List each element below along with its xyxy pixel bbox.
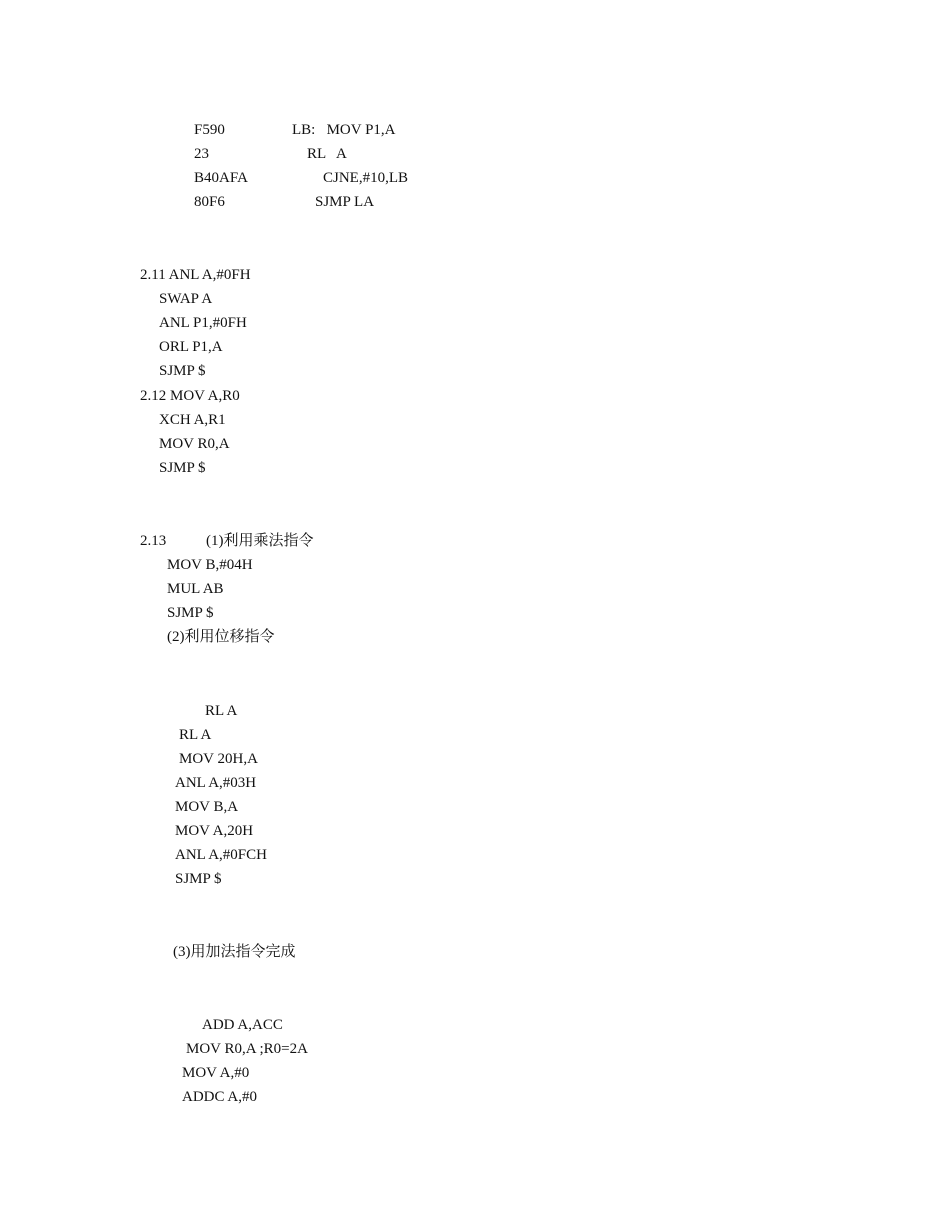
- code-line: RL A: [205, 703, 238, 719]
- code-line: SJMP $: [159, 363, 206, 379]
- section-2-13-number: 2.13: [140, 533, 167, 549]
- code-line: XCH A,R1: [159, 412, 226, 428]
- method-2-title: (2)利用位移指令: [167, 629, 275, 645]
- listing-code-4: SJMP LA: [315, 194, 375, 210]
- code-line: SJMP $: [159, 460, 206, 476]
- section-2-12-head: 2.12 MOV A,R0: [140, 388, 240, 404]
- code-line: MOV A,#0: [182, 1065, 250, 1081]
- code-line: SJMP $: [167, 605, 214, 621]
- code-line: ORL P1,A: [159, 339, 223, 355]
- code-line: MOV R0,A ;R0=2A: [186, 1041, 308, 1057]
- listing-addr-2: 23: [194, 146, 209, 162]
- code-line: ANL P1,#0FH: [159, 315, 247, 331]
- code-line: SWAP A: [159, 291, 213, 307]
- section-2-11-head: 2.11 ANL A,#0FH: [140, 267, 251, 283]
- code-line: MOV B,A: [175, 799, 239, 815]
- listing-code-1: LB: MOV P1,A: [292, 122, 396, 138]
- listing-code-3: CJNE,#10,LB: [323, 170, 409, 186]
- code-line: MOV 20H,A: [179, 751, 258, 767]
- code-line: ANL A,#03H: [175, 775, 257, 791]
- code-line: MOV R0,A: [159, 436, 230, 452]
- code-line: ADD A,ACC: [202, 1017, 283, 1033]
- code-line: RL A: [179, 727, 212, 743]
- code-line: MUL AB: [167, 581, 224, 597]
- method-1-title: (1)利用乘法指令: [206, 533, 314, 549]
- method-3-title: (3)用加法指令完成: [173, 944, 296, 960]
- listing-code-2: RL A: [307, 146, 347, 162]
- code-line: ANL A,#0FCH: [175, 847, 267, 863]
- listing-addr-4: 80F6: [194, 194, 225, 210]
- listing-addr-3: B40AFA: [194, 170, 248, 186]
- code-line: SJMP $: [175, 871, 222, 887]
- code-line: MOV A,20H: [175, 823, 254, 839]
- code-line: MOV B,#04H: [167, 557, 253, 573]
- code-line: ADDC A,#0: [182, 1089, 258, 1105]
- listing-addr-1: F590: [194, 122, 225, 138]
